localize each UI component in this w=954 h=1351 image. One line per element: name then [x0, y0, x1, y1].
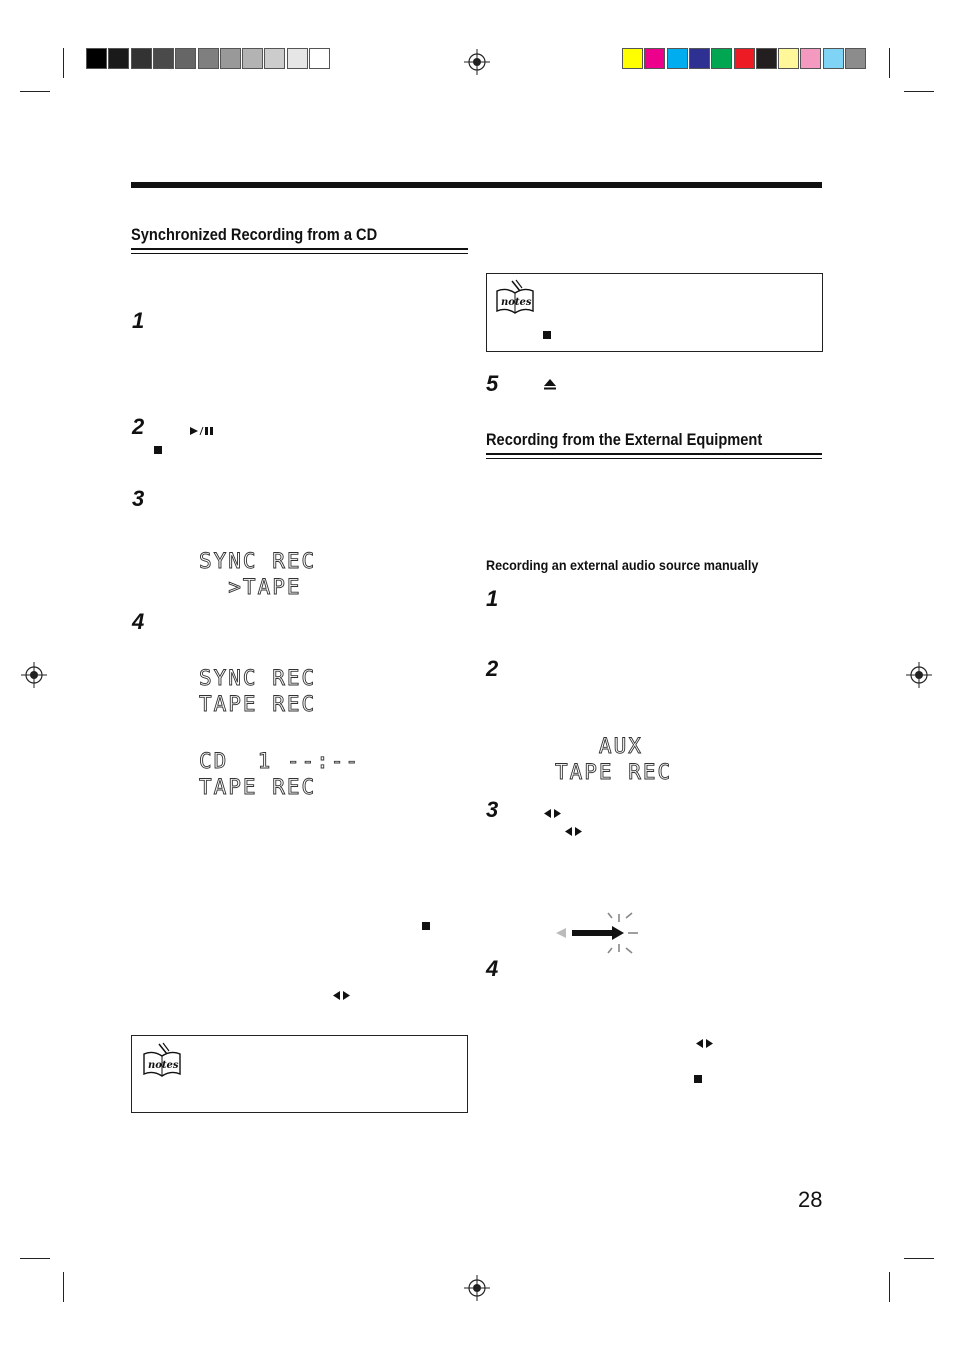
- registration-mark-top: [464, 49, 490, 75]
- step-number: 1: [132, 308, 145, 333]
- lcd-display-line: TAPE REC: [199, 775, 317, 799]
- registration-mark-left: [21, 662, 47, 688]
- notes-icon: [141, 1042, 183, 1080]
- lcd-display-line: SYNC REC: [199, 549, 317, 573]
- color-swatch: [242, 48, 263, 69]
- heading-underline-thin: [131, 253, 468, 254]
- color-swatch: [198, 48, 219, 69]
- subheading-manual-recording: Recording an external audio source manually: [486, 557, 759, 573]
- page-number: 28: [798, 1187, 823, 1212]
- tape-direction-indicator-icon: [554, 912, 640, 954]
- crop-mark: [20, 91, 50, 92]
- stop-icon: [694, 1075, 702, 1083]
- notes-box: [131, 1035, 468, 1113]
- lcd-display-line: SYNC REC: [199, 666, 317, 690]
- step-number: 3: [132, 486, 145, 511]
- notes-box: [486, 273, 823, 352]
- color-swatch: [264, 48, 285, 69]
- svg-text:notes: notes: [501, 297, 532, 308]
- color-swatch: [622, 48, 643, 69]
- notes-icon: [494, 279, 536, 317]
- lcd-display-line: >TAPE: [199, 575, 302, 599]
- color-swatch: [108, 48, 129, 69]
- stop-icon: [154, 446, 162, 454]
- top-rule: [131, 182, 822, 188]
- color-swatch: [175, 48, 196, 69]
- step-number: 5: [486, 371, 499, 396]
- crop-mark: [63, 48, 64, 78]
- color-swatch: [153, 48, 174, 69]
- crop-mark: [20, 1258, 50, 1259]
- color-swatch: [689, 48, 710, 69]
- color-swatch: [823, 48, 844, 69]
- color-swatch: [309, 48, 330, 69]
- crop-mark: [63, 1272, 64, 1302]
- lcd-display-line: TAPE REC: [199, 692, 317, 716]
- color-swatch: [845, 48, 866, 69]
- step-number: 3: [486, 797, 499, 822]
- crop-mark: [889, 48, 890, 78]
- step-number: 2: [132, 414, 145, 439]
- heading-underline-thin: [486, 458, 822, 459]
- crop-mark: [904, 1258, 934, 1259]
- svg-text:notes: notes: [148, 1060, 179, 1071]
- color-swatch: [131, 48, 152, 69]
- color-swatch: [86, 48, 107, 69]
- crop-mark: [904, 91, 934, 92]
- step-number: 4: [132, 609, 145, 634]
- color-swatch: [711, 48, 732, 69]
- color-swatch: [800, 48, 821, 69]
- lcd-display-line: TAPE REC: [555, 760, 673, 784]
- step-number: 1: [486, 586, 499, 611]
- section-heading-sync-recording: Synchronized Recording from a CD: [131, 225, 378, 244]
- color-swatch: [756, 48, 777, 69]
- lcd-display-line: AUX: [555, 734, 643, 758]
- play-pause-icon: [189, 426, 215, 436]
- step-number: 4: [486, 956, 499, 981]
- left-right-arrows-icon: [565, 827, 582, 836]
- color-swatch: [667, 48, 688, 69]
- color-swatch: [220, 48, 241, 69]
- eject-icon: [544, 379, 556, 390]
- registration-mark-bottom: [464, 1275, 490, 1301]
- color-swatch: [734, 48, 755, 69]
- lcd-display-line: CD 1 --:--: [199, 749, 361, 773]
- heading-underline: [131, 248, 468, 250]
- heading-underline: [486, 453, 822, 455]
- step-number: 2: [486, 656, 499, 681]
- stop-icon: [543, 331, 551, 339]
- color-swatch: [287, 48, 308, 69]
- left-right-arrows-icon: [333, 991, 350, 1000]
- color-swatch: [644, 48, 665, 69]
- stop-icon: [422, 922, 430, 930]
- left-right-arrows-icon: [696, 1039, 713, 1048]
- section-heading-external-recording: Recording from the External Equipment: [486, 430, 763, 449]
- left-right-arrows-icon: [544, 809, 561, 818]
- crop-mark: [889, 1272, 890, 1302]
- registration-mark-right: [906, 662, 932, 688]
- color-swatch: [778, 48, 799, 69]
